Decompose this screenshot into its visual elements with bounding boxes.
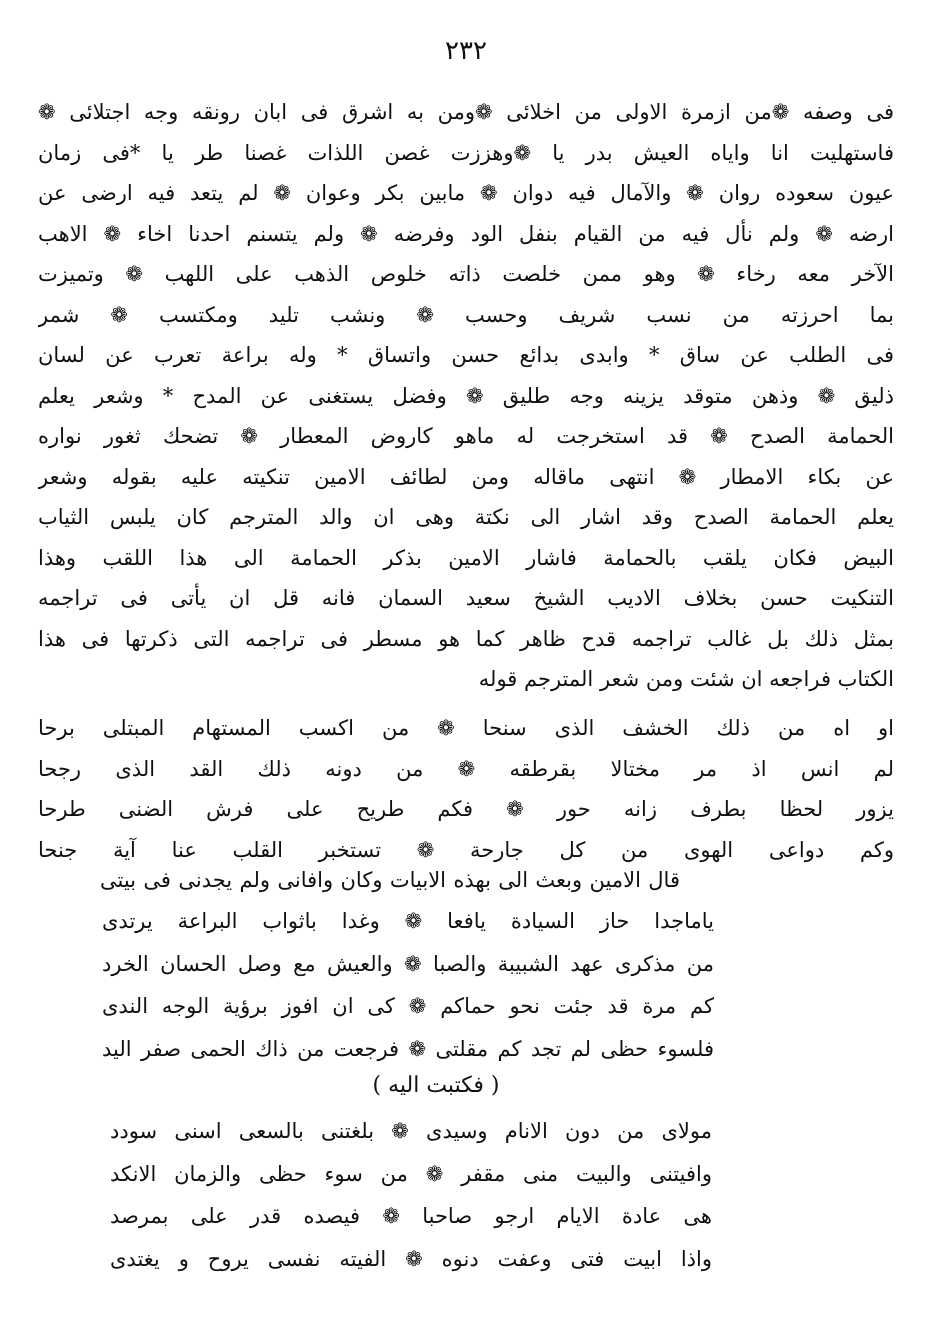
poem-line: يزور لحظا بطرف زانه حور ❁ فكم طريح على فرش الضنى طرحا xyxy=(38,797,894,822)
prose-line: ارضه ❁ ولم نأل فيه من القيام بنفل الود وفرضه ❁ ولم يتسنم احدنا اخاء ❁ الاهب xyxy=(38,221,894,246)
prose-line: عن بكاء الامطار ❁ انتهى ماقاله ومن لطائف الامين تنكيته عليه بقوله وشعر xyxy=(38,464,894,489)
poem-block-3 xyxy=(110,1110,712,1280)
verse-line: واذا ابيت فتى وعفت دنوه ❁ الفيته نفسى يروح و يغتدى xyxy=(110,1246,712,1271)
verse-line: من مذكرى عهد الشبيبة والصبا ❁ والعيش مع وصل الحسان الخرد xyxy=(102,951,714,976)
prose-line: بما احرزته من نسب شريف وحسب ❁ ونشب تليد ومكتسب ❁ شمر xyxy=(38,302,894,327)
verse-intro-line: قال الامين وبعث الى بهذه الابيات وكان وافانى ولم يجدنى فى بيتى xyxy=(100,868,680,892)
section-heading: ( فكتبت اليه ) xyxy=(372,1073,500,1098)
prose-line: الآخر معه رخاء ❁ وهو ممن خلصت ذاته خلوص الذهب على اللهب ❁ وتميزت xyxy=(38,262,894,286)
page-number: ٢٣٢ xyxy=(445,36,487,66)
prose-line: يعلم الحمامة الصدح وقد اشار الى نكتة وهى ان والد المترجم كان يلبس الثياب xyxy=(38,505,894,529)
verse-line: كم مرة قد جئت نحو حماكم ❁ كى ان افوز برؤية الوجه الندى xyxy=(102,994,714,1018)
prose-line: التنكيت حسن بخلاف الاديب الشيخ سعيد السمان فانه قل ان يأتى فى تراجمه xyxy=(38,586,894,610)
prose-line: فى الطلب عن ساق * وابدى بدائع حسن واتساق * وله براعة تعرب عن لسان xyxy=(38,343,894,367)
prose-block xyxy=(38,92,894,700)
verse-line: هى عادة الايام ارجو صاحبا ❁ فيصده قدر على بمرصد xyxy=(110,1204,712,1228)
prose-line: ذليق ❁ وذهن متوقد يزينه وجه طليق ❁ وفضل يستغنى عن المدح * وشعر يعلم xyxy=(38,383,894,408)
poem-line: او اه من ذلك الخشف الذى سنحا ❁ من اكسب المستهام المبتلى برحا xyxy=(38,716,894,740)
verse-line: ياماجدا حاز السيادة يافعا ❁ وغدا باثواب البراعة يرتدى xyxy=(102,909,714,933)
poem-block-1 xyxy=(38,708,894,870)
prose-line: بمثل ذلك بل غالب تراجمه قدح ظاهر كما هو مسطر فى تراجمه التى ذكرتها فى هذا xyxy=(38,626,894,651)
poem-line: وكم دواعى الهوى من كل جارحة ❁ تستخبر القلب عنا آية جنحا xyxy=(38,837,894,862)
poem-line: لم انس اذ مر مختالا بقرطقه ❁ من دونه ذلك القد الذى رجحا xyxy=(38,756,894,781)
verse-line: وافيتنى والبيت منى مقفر ❁ من سوء حظى والزمان الانكد xyxy=(110,1161,712,1186)
prose-line: فاستهليت انا واياه العيش بدر يا ❁وهززت غصن اللذات غصنا طر يا *فى زمان xyxy=(38,140,894,165)
verse-line: فلسوء حظى لم تجد كم مقلتى ❁ فرجعت من ذاك الحمى صفر اليد xyxy=(102,1036,714,1061)
prose-line: فى وصفه ❁من ازمرة الاولى من اخلائى ❁ومن به اشرق فى ابان رونقه وجه اجتلائى ❁ xyxy=(38,100,894,124)
poem-block-2 xyxy=(102,900,714,1070)
prose-line: عيون سعوده روان ❁ والآمال فيه دوان ❁ مابين بكر وعوان ❁ لم يتعد فيه ارضى عن xyxy=(38,181,894,205)
prose-line: الكتاب فراجعه ان شئت ومن شعر المترجم قوله xyxy=(478,667,894,691)
prose-line: الحمامة الصدح ❁ قد استخرجت له ماهو كاروض المعطار ❁ تضحك ثغور نواره xyxy=(38,424,894,448)
prose-line: البيض فكان يلقب بالحمامة فاشار الامين بذكر الحمامة الى هذا اللقب وهذا xyxy=(38,545,894,570)
verse-line: مولاى من دون الانام وسيدى ❁ بلغتنى بالسعى اسنى سودد xyxy=(110,1119,712,1143)
